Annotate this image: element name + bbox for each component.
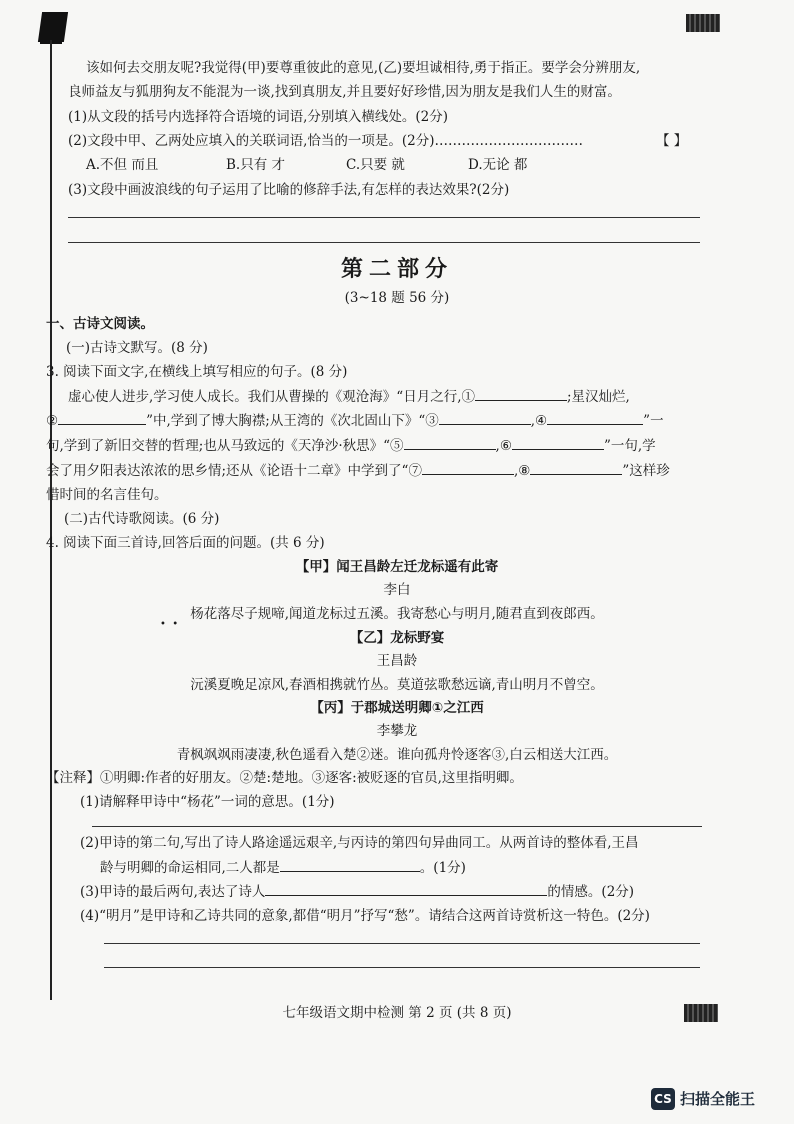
poem-a-text: 杨花落尽子规啼,闻道龙标过五溪。我寄愁心与明月,随君直到夜郎西。 [190, 606, 604, 622]
fill-line-3 [46, 435, 656, 456]
camscanner-logo-icon: CS [651, 1088, 675, 1110]
camscanner-watermark: 扫描全能王 [680, 1090, 756, 1108]
fill-line-4 [46, 460, 670, 481]
poem-b-text: 沅溪夏晚足凉风,春酒相携就竹丛。莫道弦歌愁远谪,青山明月不曾空。 [190, 677, 604, 693]
page-footer: 七年级语文期中检测 第 2 页 (共 8 页) [282, 1005, 512, 1021]
fill-text: ;星汉灿烂, [566, 389, 630, 405]
question-3-prompt: 3. 阅读下面文字,在横线上填写相应的句子。(8 分) [46, 364, 348, 380]
blank-6[interactable] [512, 435, 604, 450]
blank-5[interactable] [404, 435, 496, 450]
fill-text: 句,学到了新旧交替的哲理;也从马致远的《天净沙·秋思》“⑤ [46, 438, 404, 454]
section-heading: 一、古诗文阅读。 [46, 316, 154, 332]
fill-line-5: 惜时间的名言佳句。 [46, 487, 168, 503]
question-4-1: (1)请解释甲诗中“杨花”一词的意思。(1分) [80, 794, 335, 810]
q4-3-score: 的情感。(2分) [547, 884, 635, 900]
question-1-2 [68, 131, 583, 151]
poem-c-author: 李攀龙 [376, 723, 418, 739]
fill-text: 会了用夕阳表达浓浓的思乡情;还从《论语十二章》中学到了“⑦ [46, 463, 422, 479]
binding-margin-line [50, 40, 57, 1000]
subsection-heading: (二)古代诗歌阅读。(6 分) [64, 511, 220, 527]
blank-1[interactable] [475, 386, 567, 401]
part-title: 第二部分 [340, 256, 453, 282]
fill-text: 虚心使人进步,学习使人成长。我们从曹操的《观沧海》“日月之行,① [68, 389, 475, 405]
poem-b-title: 【乙】龙标野宴 [349, 630, 445, 646]
poem-a-author: 李白 [383, 582, 411, 598]
option-c: C.只要 就 [346, 157, 405, 173]
registration-mark-top-right [686, 14, 720, 32]
blank-8[interactable] [530, 460, 622, 475]
blank-q4-2[interactable] [280, 857, 420, 872]
fill-line-2 [46, 410, 664, 431]
fill-text: ”一句,学 [603, 438, 656, 454]
answer-line[interactable] [68, 217, 700, 218]
option-b: B.只有 才 [226, 157, 286, 173]
answer-line[interactable] [92, 826, 702, 827]
emphasis-dots: • • [160, 619, 179, 630]
fill-text: ”这样珍 [622, 463, 670, 479]
q4-2-score: 。(1分) [419, 860, 466, 876]
leader-dots: …………………………… [434, 133, 584, 149]
option-a: A.不但 而且 [86, 157, 159, 173]
question-4-4: (4)“明月”是甲诗和乙诗共同的意象,都借“明月”抒写“愁”。请结合这两首诗赏析这一特色。(2分) [80, 908, 650, 924]
question-4-3 [80, 881, 634, 902]
fill-line-1 [68, 386, 630, 407]
fill-text: ,⑧ [513, 463, 531, 479]
fill-text: ”中,学到了博大胸襟;从王湾的《次北固山下》“③ [146, 413, 439, 429]
poem-c-text: 青枫飒飒雨凄凄,秋色遥看入楚②迷。谁向孤舟怜逐客③,白云相送大江西。 [176, 747, 618, 763]
q4-3-text: (3)甲诗的最后两句,表达了诗人 [80, 884, 266, 900]
part-subtitle: (3~18 题 56 分) [344, 290, 450, 306]
question-4-prompt: 4. 阅读下面三首诗,回答后面的问题。(共 6 分) [46, 535, 325, 551]
blank-4[interactable] [547, 410, 643, 425]
option-d: D.无论 都 [468, 157, 528, 173]
blank-3[interactable] [439, 410, 531, 425]
annotation-notes: 【注释】①明卿:作者的好朋友。②楚:楚地。③逐客:被贬逐的官员,这里指明卿。 [46, 770, 523, 786]
poem-c-title: 【丙】于郡城送明卿①之江西 [310, 700, 484, 716]
question-1-2-text: (2)文段中甲、乙两处应填入的关联词语,恰当的一项是。(2分) [68, 133, 435, 149]
blank-q4-3[interactable] [265, 881, 547, 896]
poem-a-title: 【甲】闻王昌龄左迁龙标遥有此寄 [295, 559, 499, 575]
fill-text: ② [46, 413, 59, 429]
question-4-2-cont [100, 857, 466, 878]
question-4-2: (2)甲诗的第二句,写出了诗人路途遥远艰辛,与丙诗的第四句异曲同工。从两首诗的整体看,王昌 [80, 835, 639, 851]
passage-line-1: 该如何去交朋友呢?我觉得(甲)要尊重彼此的意见,(乙)要坦诚相待,勇于指正。要学会分辨朋友, [86, 60, 641, 76]
fill-text: ”一 [643, 413, 664, 429]
blank-7[interactable] [422, 460, 514, 475]
answer-bracket[interactable]: 【 】 [656, 133, 688, 149]
answer-line[interactable] [104, 943, 700, 944]
subsection-heading: (一)古诗文默写。(8 分) [66, 340, 208, 356]
fill-text: ,⑥ [495, 438, 512, 454]
fill-text: ,④ [530, 413, 548, 429]
registration-mark-bottom-right [684, 1004, 718, 1022]
answer-line[interactable] [68, 242, 700, 243]
answer-line[interactable] [104, 967, 700, 968]
question-1-3: (3)文段中画波浪线的句子运用了比喻的修辞手法,有怎样的表达效果?(2分) [68, 182, 510, 198]
passage-line-2: 良师益友与狐朋狗友不能混为一谈,找到真朋友,并且要好好珍惜,因为朋友是我们人生的财富。 [68, 84, 621, 100]
blank-2[interactable] [58, 410, 146, 425]
poem-b-author: 王昌龄 [376, 653, 418, 669]
question-1-1: (1)从文段的括号内选择符合语境的词语,分别填入横线处。(2分) [68, 109, 449, 125]
q4-2-text: 龄与明卿的命运相同,二人都是 [100, 860, 280, 876]
